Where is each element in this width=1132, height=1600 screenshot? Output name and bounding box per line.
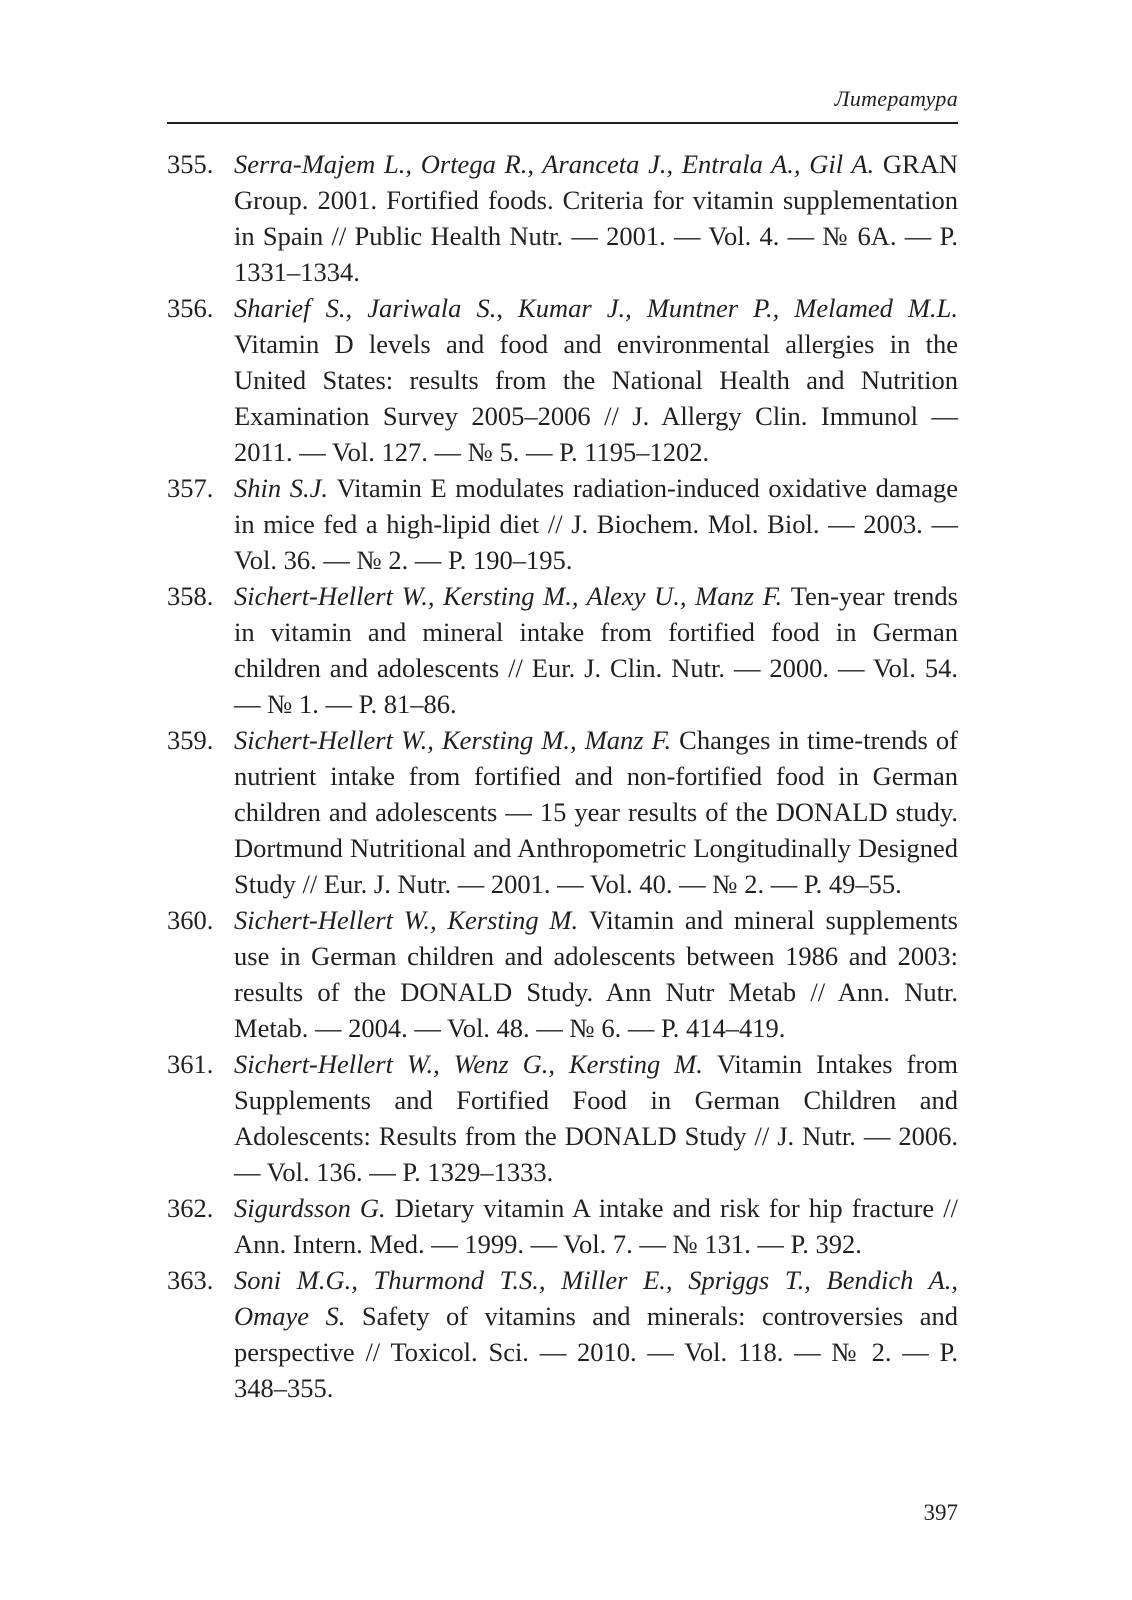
reference-item [167, 1262, 958, 1406]
reference-text: Dietary vitamin A intake and risk for hip fracture // Ann. Intern. Med. — 1999. — Vol. 7. — № 131. — P. 392. [234, 1193, 958, 1259]
reference-authors: Sichert-Hellert W., Kersting M. [234, 905, 589, 935]
reference-text: GRAN Group. 2001. Fortified foods. Criteria for vitamin supplementation in Spain // Public Health Nutr. — 2001. — Vol. 4. — № 6A. — P. 1331–1334. [234, 149, 958, 287]
reference-text: Vitamin E modulates radiation-induced oxidative damage in mice fed a high-lipid diet // J. Biochem. Mol. Biol. — 2003. — Vol. 36. — № 2. — P. 190–195. [234, 473, 959, 575]
reference-text: Vitamin Intakes from Supplements and Fortified Food in German Children and Adolescents: Results from the DONALD Study // J. Nutr. — 2006. — Vol. 136. — P. 1329–1333. [234, 1049, 959, 1187]
reference-number: 355. [167, 149, 214, 179]
reference-number: 356. [167, 293, 214, 323]
reference-text: Safety of vitamins and minerals: controversies and perspective // Toxicol. Sci. — 2010. — Vol. 118. — № 2. — P. 348–355. [234, 1301, 958, 1403]
reference-authors: Shin S.J. [234, 473, 337, 503]
reference-text: Vitamin and mineral supplements use in German children and adolescents between 1986 and 2003: results of the DONALD Study. Ann Nutr Metab // Ann. Nutr. Metab. — 2004. — Vol. 48. — № 6. — P. 414–419. [234, 905, 958, 1043]
reference-authors: Soni M.G., Thurmond T.S., Miller E., Spriggs T., Bendich A., Omaye S. [234, 1265, 958, 1331]
reference-number: 361. [167, 1049, 214, 1079]
reference-number: 360. [167, 905, 214, 935]
reference-text: Vitamin D levels and food and environmental allergies in the United States: results from the National Health and Nutrition Examination Survey 2005–2006 // J. Allergy Clin. Immunol — 2011. — Vol. 127. — № 5. — P. 1195–1202. [234, 329, 958, 467]
reference-item [167, 902, 958, 1046]
reference-number: 363. [167, 1265, 214, 1295]
reference-list [167, 146, 958, 1406]
reference-text: Changes in time-trends of nutrient intake from fortified and non-fortified food in German children and adolescents — 15 year results of the DONALD study. Dortmund Nutritional and Anthropometric Longitudinally Designed Study // Eur. J. Nutr. — 2001. — Vol. 40. — № 2. — P. 49–55. [234, 725, 958, 899]
reference-item [167, 578, 958, 722]
reference-authors: Sichert-Hellert W., Wenz G., Kersting M. [234, 1049, 717, 1079]
reference-number: 359. [167, 725, 214, 755]
running-head: Литература [834, 86, 958, 111]
reference-item [167, 1190, 958, 1262]
reference-number: 358. [167, 581, 214, 611]
reference-authors: Sharief S., Jariwala S., Kumar J., Muntner P., Melamed M.L. [234, 293, 958, 323]
reference-item [167, 470, 958, 578]
reference-authors: Sichert-Hellert W., Kersting M., Manz F. [234, 725, 680, 755]
header-rule [167, 122, 958, 124]
reference-authors: Sichert-Hellert W., Kersting M., Alexy U., Manz F. [234, 581, 791, 611]
reference-authors: Serra-Majem L., Ortega R., Aranceta J., Entrala A., Gil A. [234, 149, 883, 179]
reference-number: 362. [167, 1193, 214, 1223]
reference-text: Ten-year trends in vitamin and mineral intake from fortified food in German children and adolescents // Eur. J. Clin. Nutr. — 2000. — Vol. 54. — № 1. — P. 81–86. [234, 581, 958, 719]
reference-item [167, 290, 958, 470]
reference-item [167, 1046, 958, 1190]
reference-number: 357. [167, 473, 214, 503]
page-number: 397 [923, 1500, 958, 1525]
reference-item [167, 722, 958, 902]
reference-item [167, 146, 958, 290]
reference-authors: Sigurdsson G. [234, 1193, 395, 1223]
